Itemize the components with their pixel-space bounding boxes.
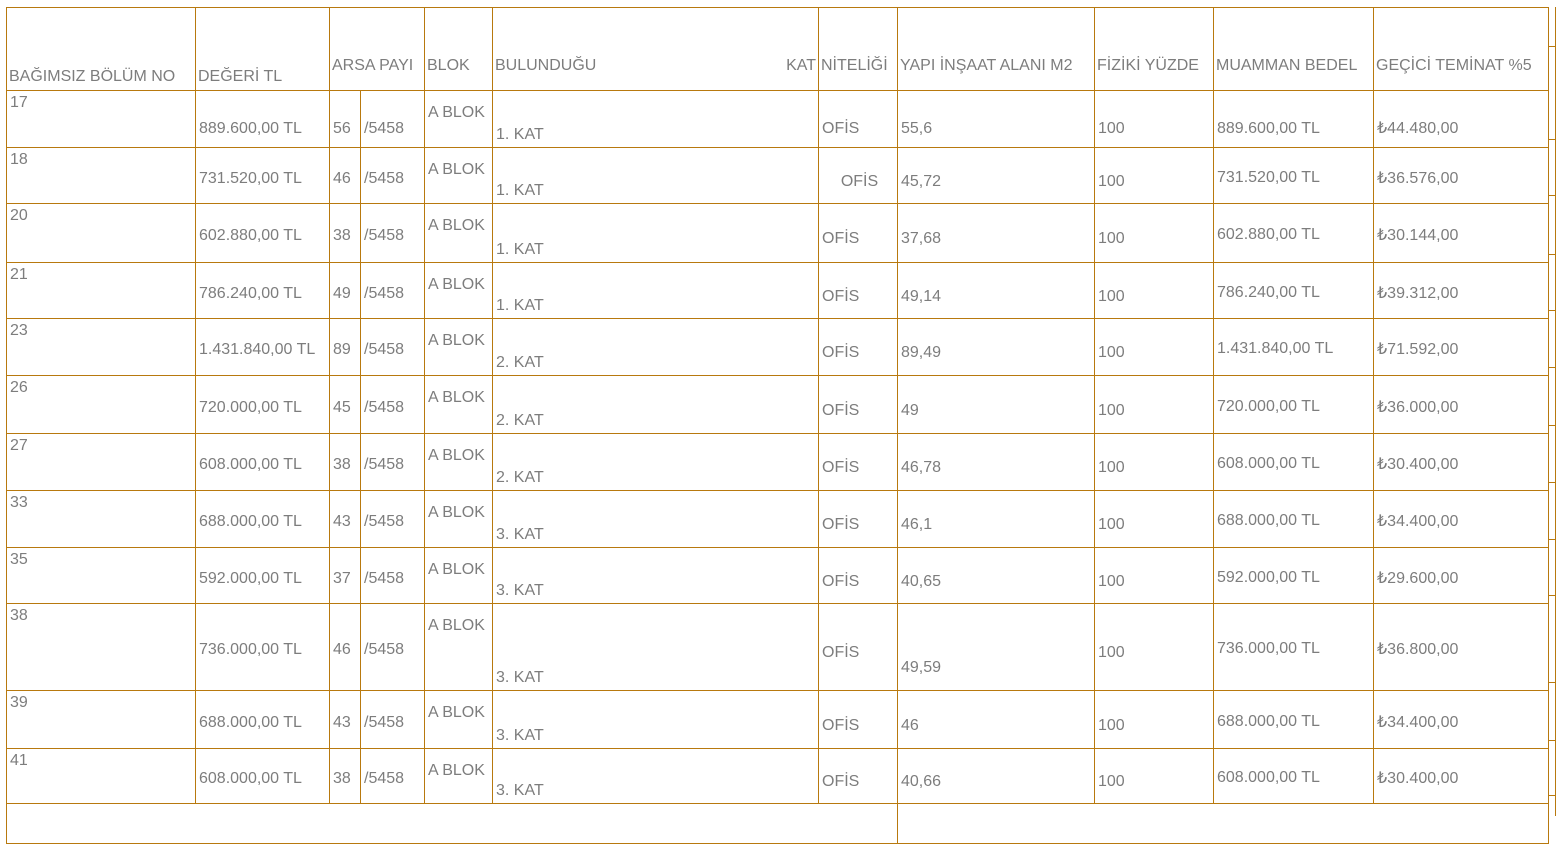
- cell-arsa-payi-pay: 46: [330, 604, 361, 691]
- cell-muamman-bedel: 736.000,00 TL: [1214, 604, 1374, 691]
- cell-bagimsiz-bolum-no: 27: [7, 434, 196, 491]
- cell-bagimsiz-bolum-no: 39: [7, 691, 196, 749]
- cell-niteligi: OFİS: [819, 376, 898, 434]
- cell-fiziki-yuzde: 100: [1095, 691, 1214, 749]
- cell-niteligi: OFİS: [819, 548, 898, 604]
- cell-bagimsiz-bolum-no: 23: [7, 319, 196, 376]
- cell-yapi-insaat-alani: 37,68: [898, 204, 1095, 263]
- table-row: [7, 148, 1549, 204]
- partial-row-cell: [898, 804, 1549, 844]
- cell-bulundugu-kat: 2. KAT: [493, 376, 819, 434]
- cell-degeri-tl: 602.880,00 TL: [196, 204, 330, 263]
- cell-niteligi: OFİS: [819, 604, 898, 691]
- cell-arsa-payi-pay: 56: [330, 91, 361, 148]
- cell-gecici-teminat: ₺39.312,00: [1374, 263, 1549, 319]
- cell-arsa-payi-pay: 43: [330, 691, 361, 749]
- table-row: [7, 491, 1549, 548]
- table-row: [7, 691, 1549, 749]
- cell-niteligi: OFİS: [819, 148, 898, 204]
- cell-arsa-payi-payda: /5458: [361, 91, 425, 148]
- cell-arsa-payi-pay: 49: [330, 263, 361, 319]
- table-row: [7, 91, 1549, 148]
- empty-cell: [1549, 196, 1555, 255]
- cell-arsa-payi-payda: /5458: [361, 491, 425, 548]
- cell-yapi-insaat-alani: 49,14: [898, 263, 1095, 319]
- cell-blok: A BLOK: [425, 691, 493, 749]
- header-niteligi: NİTELİĞİ: [819, 8, 898, 91]
- table-row: [7, 604, 1549, 691]
- table-row: [7, 204, 1549, 263]
- cell-gecici-teminat: ₺34.400,00: [1374, 691, 1549, 749]
- cell-gecici-teminat: ₺71.592,00: [1374, 319, 1549, 376]
- cell-arsa-payi-pay: 46: [330, 148, 361, 204]
- cell-yapi-insaat-alani: 89,49: [898, 319, 1095, 376]
- cell-muamman-bedel: 608.000,00 TL: [1214, 749, 1374, 804]
- cell-bulundugu-kat: 3. KAT: [493, 691, 819, 749]
- cell-muamman-bedel: 602.880,00 TL: [1214, 204, 1374, 263]
- cell-gecici-teminat: ₺44.480,00: [1374, 91, 1549, 148]
- cell-fiziki-yuzde: 100: [1095, 376, 1214, 434]
- cell-arsa-payi-pay: 38: [330, 204, 361, 263]
- cell-bagimsiz-bolum-no: 33: [7, 491, 196, 548]
- header-kat-label: KAT: [786, 57, 816, 74]
- cell-bulundugu-kat: 3. KAT: [493, 749, 819, 804]
- cell-gecici-teminat: ₺30.400,00: [1374, 749, 1549, 804]
- header-bulundugu-kat: [493, 8, 819, 91]
- cell-degeri-tl: 720.000,00 TL: [196, 376, 330, 434]
- cell-fiziki-yuzde: 100: [1095, 491, 1214, 548]
- header-row: [7, 8, 1549, 91]
- cell-gecici-teminat: ₺36.576,00: [1374, 148, 1549, 204]
- cell-gecici-teminat: ₺30.144,00: [1374, 204, 1549, 263]
- empty-cell: [1549, 483, 1555, 540]
- cell-blok: A BLOK: [425, 263, 493, 319]
- cell-bagimsiz-bolum-no: 38: [7, 604, 196, 691]
- cell-degeri-tl: 889.600,00 TL: [196, 91, 330, 148]
- cell-yapi-insaat-alani: 49: [898, 376, 1095, 434]
- cell-arsa-payi-payda: /5458: [361, 749, 425, 804]
- auction-table: [6, 7, 1549, 844]
- cell-bulundugu-kat: 1. KAT: [493, 148, 819, 204]
- cell-muamman-bedel: 1.431.840,00 TL: [1214, 319, 1374, 376]
- cell-niteligi: OFİS: [819, 204, 898, 263]
- cell-arsa-payi-pay: 37: [330, 548, 361, 604]
- empty-right-column: [1548, 7, 1556, 816]
- cell-arsa-payi-payda: /5458: [361, 434, 425, 491]
- cell-yapi-insaat-alani: 46: [898, 691, 1095, 749]
- cell-muamman-bedel: 592.000,00 TL: [1214, 548, 1374, 604]
- cell-yapi-insaat-alani: 40,66: [898, 749, 1095, 804]
- cell-blok: A BLOK: [425, 91, 493, 148]
- cell-bagimsiz-bolum-no: 18: [7, 148, 196, 204]
- cell-muamman-bedel: 731.520,00 TL: [1214, 148, 1374, 204]
- cell-fiziki-yuzde: 100: [1095, 91, 1214, 148]
- cell-fiziki-yuzde: 100: [1095, 148, 1214, 204]
- cell-arsa-payi-payda: /5458: [361, 691, 425, 749]
- cell-degeri-tl: 608.000,00 TL: [196, 434, 330, 491]
- cell-yapi-insaat-alani: 45,72: [898, 148, 1095, 204]
- cell-yapi-insaat-alani: 46,1: [898, 491, 1095, 548]
- header-bulundugu-label: BULUNDUĞU: [495, 57, 597, 74]
- cell-muamman-bedel: 720.000,00 TL: [1214, 376, 1374, 434]
- cell-blok: A BLOK: [425, 749, 493, 804]
- empty-cell: [1549, 311, 1555, 368]
- header-muamman-bedel: MUAMMAN BEDEL: [1214, 8, 1374, 91]
- cell-blok: A BLOK: [425, 204, 493, 263]
- empty-cell: [1549, 540, 1555, 596]
- cell-fiziki-yuzde: 100: [1095, 548, 1214, 604]
- cell-gecici-teminat: ₺34.400,00: [1374, 491, 1549, 548]
- cell-niteligi: OFİS: [819, 691, 898, 749]
- cell-bulundugu-kat: 3. KAT: [493, 604, 819, 691]
- table-row: [7, 749, 1549, 804]
- cell-yapi-insaat-alani: 49,59: [898, 604, 1095, 691]
- cell-degeri-tl: 1.431.840,00 TL: [196, 319, 330, 376]
- cell-bulundugu-kat: 2. KAT: [493, 434, 819, 491]
- cell-bagimsiz-bolum-no: 26: [7, 376, 196, 434]
- empty-cell: [1549, 368, 1555, 426]
- cell-muamman-bedel: 889.600,00 TL: [1214, 91, 1374, 148]
- header-bagimsiz-bolum-no: BAĞIMSIZ BÖLÜM NO: [7, 8, 196, 91]
- cell-degeri-tl: 608.000,00 TL: [196, 749, 330, 804]
- header-degeri-tl: DEĞERİ TL: [196, 8, 330, 91]
- cell-bulundugu-kat: 1. KAT: [493, 263, 819, 319]
- cell-niteligi: OFİS: [819, 263, 898, 319]
- cell-fiziki-yuzde: 100: [1095, 263, 1214, 319]
- cell-fiziki-yuzde: 100: [1095, 319, 1214, 376]
- cell-blok: A BLOK: [425, 491, 493, 548]
- empty-cell: [1549, 426, 1555, 483]
- cell-bagimsiz-bolum-no: 17: [7, 91, 196, 148]
- cell-yapi-insaat-alani: 40,65: [898, 548, 1095, 604]
- header-blok: BLOK: [425, 8, 493, 91]
- cell-arsa-payi-payda: /5458: [361, 319, 425, 376]
- cell-bagimsiz-bolum-no: 20: [7, 204, 196, 263]
- cell-degeri-tl: 736.000,00 TL: [196, 604, 330, 691]
- cell-bulundugu-kat: 3. KAT: [493, 548, 819, 604]
- cell-arsa-payi-pay: 38: [330, 749, 361, 804]
- cell-bagimsiz-bolum-no: 35: [7, 548, 196, 604]
- table-row: [7, 263, 1549, 319]
- cell-blok: A BLOK: [425, 319, 493, 376]
- table-row: [7, 319, 1549, 376]
- cell-niteligi: OFİS: [819, 91, 898, 148]
- table-header: [7, 8, 1549, 91]
- empty-cell: [1549, 796, 1555, 821]
- cell-blok: A BLOK: [425, 548, 493, 604]
- cell-bulundugu-kat: 1. KAT: [493, 204, 819, 263]
- cell-fiziki-yuzde: 100: [1095, 434, 1214, 491]
- cell-degeri-tl: 688.000,00 TL: [196, 491, 330, 548]
- cell-bulundugu-kat: 2. KAT: [493, 319, 819, 376]
- cell-arsa-payi-payda: /5458: [361, 204, 425, 263]
- cell-niteligi: OFİS: [819, 749, 898, 804]
- cell-bagimsiz-bolum-no: 41: [7, 749, 196, 804]
- empty-cell: [1549, 741, 1555, 796]
- partial-table-row: [7, 804, 1549, 844]
- cell-blok: A BLOK: [425, 376, 493, 434]
- cell-arsa-payi-pay: 45: [330, 376, 361, 434]
- header-fiziki-yuzde: FİZİKİ YÜZDE: [1095, 8, 1214, 91]
- table-row: [7, 548, 1549, 604]
- cell-bulundugu-kat: 1. KAT: [493, 91, 819, 148]
- cell-arsa-payi-payda: /5458: [361, 376, 425, 434]
- header-arsa-payi: ARSA PAYI: [330, 8, 425, 91]
- cell-blok: A BLOK: [425, 148, 493, 204]
- cell-arsa-payi-payda: /5458: [361, 548, 425, 604]
- empty-cell: [1549, 255, 1555, 311]
- cell-degeri-tl: 731.520,00 TL: [196, 148, 330, 204]
- cell-muamman-bedel: 688.000,00 TL: [1214, 491, 1374, 548]
- cell-arsa-payi-payda: /5458: [361, 148, 425, 204]
- cell-muamman-bedel: 688.000,00 TL: [1214, 691, 1374, 749]
- cell-bulundugu-kat: 3. KAT: [493, 491, 819, 548]
- cell-degeri-tl: 688.000,00 TL: [196, 691, 330, 749]
- partial-row-cell: [7, 804, 898, 844]
- table-row: [7, 434, 1549, 491]
- cell-fiziki-yuzde: 100: [1095, 604, 1214, 691]
- cell-degeri-tl: 786.240,00 TL: [196, 263, 330, 319]
- cell-fiziki-yuzde: 100: [1095, 749, 1214, 804]
- cell-degeri-tl: 592.000,00 TL: [196, 548, 330, 604]
- cell-muamman-bedel: 608.000,00 TL: [1214, 434, 1374, 491]
- cell-bagimsiz-bolum-no: 21: [7, 263, 196, 319]
- empty-cell: [1549, 7, 1555, 47]
- cell-niteligi: OFİS: [819, 319, 898, 376]
- cell-fiziki-yuzde: 100: [1095, 204, 1214, 263]
- cell-blok: A BLOK: [425, 434, 493, 491]
- cell-niteligi: OFİS: [819, 491, 898, 548]
- header-gecici-teminat: GEÇİCİ TEMİNAT %5: [1374, 8, 1549, 91]
- cell-arsa-payi-pay: 43: [330, 491, 361, 548]
- cell-yapi-insaat-alani: 46,78: [898, 434, 1095, 491]
- empty-cell: [1549, 596, 1555, 683]
- cell-arsa-payi-payda: /5458: [361, 604, 425, 691]
- cell-gecici-teminat: ₺36.000,00: [1374, 376, 1549, 434]
- empty-cell: [1549, 140, 1555, 196]
- cell-gecici-teminat: ₺36.800,00: [1374, 604, 1549, 691]
- cell-arsa-payi-payda: /5458: [361, 263, 425, 319]
- table-body: [7, 91, 1549, 844]
- cell-blok: A BLOK: [425, 604, 493, 691]
- cell-gecici-teminat: ₺29.600,00: [1374, 548, 1549, 604]
- empty-cell: [1549, 47, 1555, 140]
- cell-arsa-payi-pay: 38: [330, 434, 361, 491]
- cell-gecici-teminat: ₺30.400,00: [1374, 434, 1549, 491]
- header-yapi-insaat-alani: YAPI İNŞAAT ALANI M2: [898, 8, 1095, 91]
- cell-niteligi: OFİS: [819, 434, 898, 491]
- cell-muamman-bedel: 786.240,00 TL: [1214, 263, 1374, 319]
- empty-cell: [1549, 683, 1555, 741]
- cell-arsa-payi-pay: 89: [330, 319, 361, 376]
- cell-yapi-insaat-alani: 55,6: [898, 91, 1095, 148]
- table-row: [7, 376, 1549, 434]
